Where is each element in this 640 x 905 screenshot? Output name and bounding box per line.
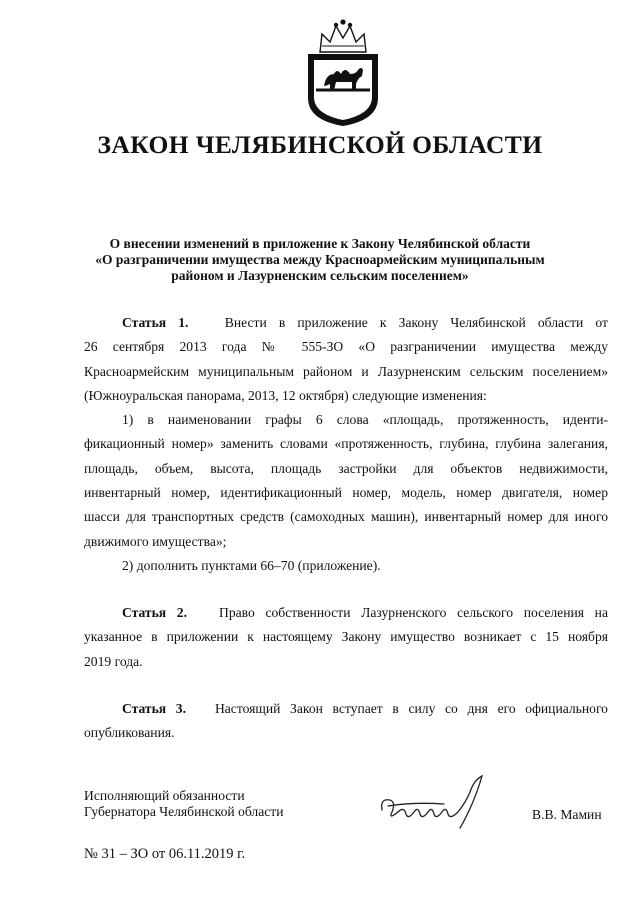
document-subtitle [60,236,580,284]
article-1-line: (Южноуральская панорама, 2013, 12 октября) следующие изменения: [84,387,487,403]
article-2-first-line [84,601,608,625]
signer-name: В.В. Мамин [532,807,602,822]
article-3-label: Статья 3. [122,701,186,716]
coat-of-arms-icon [300,16,386,128]
article-2-line: 2019 года. [84,653,143,669]
subtitle-line: О внесении изменений в приложение к Закону Челябинской области [109,236,531,251]
article-1-item-1-line: фикационный номер» заменить словами «протяженность, глубина, глубина залегания, [84,436,608,452]
article-1-item-1-line: 1) в наименовании графы 6 слова «площадь, протяженность, иденти- [122,412,608,428]
article-1-first-text: Внести в приложение к Закону Челябинской области от [224,315,608,330]
document-title: ЗАКОН ЧЕЛЯБИНСКОЙ ОБЛАСТИ [97,130,543,159]
signatory-position [84,788,284,820]
article-1-line: Красноармейским муниципальным районом и Лазурненским сельским поселением» [84,363,608,379]
subtitle-line: «О разграничении имущества между Красноармейским муниципальным [95,252,545,267]
article-2-label: Статья 2. [122,605,188,620]
article-1-item-2: 2) дополнить пунктами 66–70 (приложение). [122,557,381,573]
article-1 [84,311,608,578]
law-number-date: № 31 – ЗО от 06.11.2019 г. [84,846,246,862]
article-3 [84,697,608,746]
article-1-label: Статья 1. [122,315,189,330]
article-1-item-1-line: инвентарный номер, идентификационный номер, модель, номер двигателя, номер [84,485,608,501]
article-1-item-1-line: шасси для транспортных средств (самоходных машин), инвентарный номер для иного [84,509,608,525]
article-2 [84,601,608,674]
article-1-line: 26 сентября 2013 года № 555-ЗО «О разграничении имущества между [84,339,608,355]
article-1-item-1-line: площадь, объем, высота, площадь застройки для объектов недвижимости, [84,460,608,476]
article-1-first-line [84,311,608,335]
article-1-item-1-line: движимого имущества»; [84,533,227,549]
article-3-first-text: Настоящий Закон вступает в силу со дня его официального [214,701,608,716]
article-2-first-text: Право собственности Лазурненского сельского поселения на [219,605,608,620]
signatory-position-line: Губернатора Челябинской области [84,804,284,819]
article-3-line: опубликования. [84,725,175,741]
subtitle-line: районом и Лазурненским сельским поселением» [171,268,469,283]
signatory-position-line: Исполняющий обязанности [84,788,245,803]
handwritten-signature [374,772,496,832]
article-2-line: указанное в приложении к настоящему Закону имущество возникает с 15 ноября [84,629,608,645]
article-3-first-line [84,697,608,721]
